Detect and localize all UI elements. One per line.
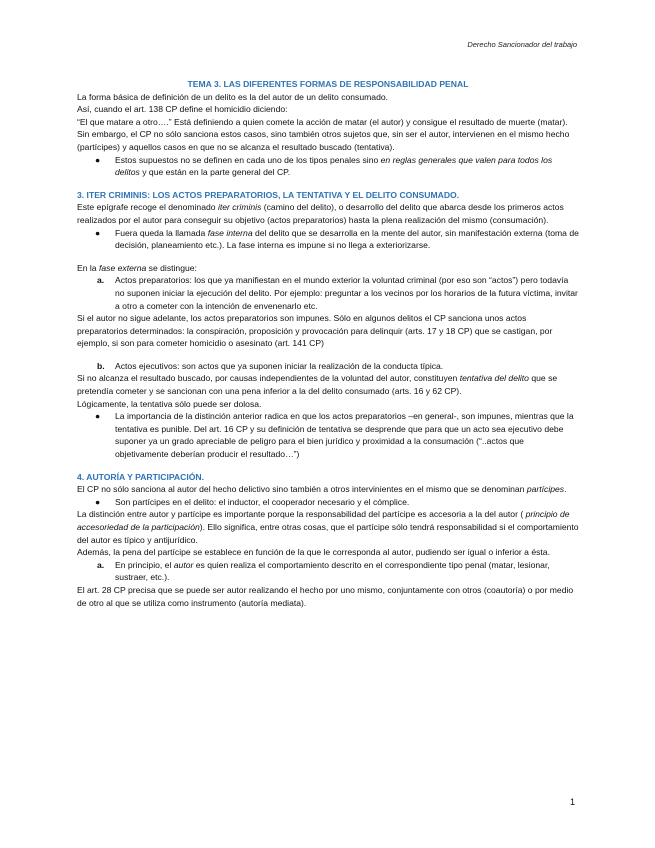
actos-ejecutivos-item [77, 360, 579, 373]
art-28-paragraph: El art. 28 CP precisa que se puede ser autor realizando el hecho por uno mismo, conjuntamente con otros (coautoría) o por medio de otro al que se utiliza como instrumento (autoría mediata). [77, 584, 574, 608]
tentativa-paragraph: Si no alcanza el resultado buscado, por causas independientes de la voluntad del autor, constituyen tentativa del delito que se pretendía cometer y se sancionan con una pena inferior a la del delito consumado (arts. 16 y 62 CP). [77, 373, 558, 397]
page-number: 1 [569, 797, 575, 807]
list-marker-a: a. [97, 559, 105, 570]
iter-criminis-term: iter criminis [217, 202, 262, 213]
running-header: Derecho Sancionador del trabajo [467, 40, 577, 49]
tentativa-term: tentativa del delito [459, 373, 529, 384]
fase-externa-term: fase externa [98, 262, 147, 273]
document-body [77, 78, 579, 609]
participes-term: partícipes [526, 484, 565, 495]
autor-item: a. En principio, el autor es quien realiza el comportamiento descrito en el correspondiente tipo penal (matar, lesionar, sustraer, etc.). [97, 559, 550, 583]
bullet-marker: ● [95, 411, 101, 422]
intro-bullet-text: Estos supuestos no se definen en cada uno de los tipos penales sino [115, 154, 381, 165]
section-4-paragraph: El CP no sólo sanciona al autor del hecho delictivo sino también a otros intervinientes en el mismo que se denominan partícipes. [77, 484, 567, 495]
bullet-marker: ● [95, 496, 101, 507]
intro-line-1: La forma básica de definición de un delito es la del autor de un delito consumado. [77, 91, 389, 102]
list-marker-a: a. [97, 275, 105, 286]
page-title: TEMA 3. LAS DIFERENTES FORMAS DE RESPONSABILIDAD PENAL [187, 79, 469, 89]
section-4-heading: 4. AUTORÍA Y PARTICIPACIÓN. [77, 471, 205, 482]
bullet-marker: ● [95, 227, 101, 238]
intro-paragraph: “El que matare a otro….” Está definiendo a quien comete la acción de matar (el autor) y consigue el resultado de muerte (matar). Sin embargo, el CP no sólo sanciona estos casos, sino también otros sujetos que, sin ser el autor, intervienen en el mismo hecho (partícipes) y aquellos casos en que no se alcanza el resultado buscado (tentativa). [77, 116, 570, 152]
actos-preparatorios-item [77, 274, 579, 312]
accesoriedad-paragraph: La distinción entre autor y partícipe es importante porque la responsabilidad del partícipe es accesoria a la del autor ( principio de accesoriedad de la participación). Ello significa, entre otras cosas, que el partícipe sólo tendrá responsabilidad si el comportamiento del autor es típico y antijurídico. [77, 509, 579, 545]
intro-bullet-emphasis: en reglas generales que valen para todos los delitos [115, 154, 553, 178]
distincion-text: La importancia de la distinción anterior radica en que los actos preparatorios –en general-, son impunes, mientras que la tentativa es punible. Del art. 16 CP y su definición de tentativa se desprende que para que un acto sea ejecutivo debe suponer ya un grado apreciable de peligro para el bien jurídico y proximidad a la consumación (“..actos que objetivamente deberían producir el resultado…”) [115, 411, 574, 460]
fase-interna-bullet: ● Fuera queda la llamada fase interna del delito que se desarrolla en la mente del autor, sin manifestación externa (toma de decisión, planeamiento etc.). La fase interna es impune si no llega a exteriorizarse. [95, 227, 579, 251]
fase-interna-term: fase interna [207, 227, 253, 238]
intro-line-2: Así, cuando el art. 138 CP define el homicidio diciendo: [77, 104, 288, 115]
autor-term: autor [173, 559, 194, 570]
actos-ejecutivos-text: Actos ejecutivos: son actos que ya suponen iniciar la realización de la conducta típica. [115, 360, 444, 371]
participes-bullet-text: Son partícipes en el delito: el inductor, el cooperador necesario y el cómplice. [115, 496, 410, 507]
bullet-marker: ● [95, 154, 101, 165]
tentativa-dolosa-line: Lógicamente, la tentativa sólo puede ser dolosa. [77, 398, 262, 409]
actos-preparatorios-follow: Si el autor no sigue adelante, los actos preparatorios son impunes. Sólo en algunos delitos el CP sanciona unos actos preparatorios determinados: la conspiración, proposición y provocación para delinquir (arts. 17 y 18 CP) que se castigan, por ejemplo, si son para cometer homicidio o asesinato (art. 141 CP) [77, 313, 553, 349]
section-3-heading: 3. ITER CRIMINIS: LOS ACTOS PREPARATORIOS, LA TENTATIVA Y EL DELITO CONSUMADO. [77, 189, 460, 200]
intro-bullet [77, 154, 579, 179]
list-marker-b: b. [97, 360, 105, 371]
section-3-paragraph: Este epígrafe recoge el denominado iter criminis (camino del delito), o desarrollo del delito que abarca desde los primeros actos realizados por el autor para conseguir su objetivo (actos preparatorios) hasta la plena realización del mismo (consumación). [77, 202, 564, 225]
participes-bullet [77, 496, 579, 509]
fase-externa-line: En la fase externa se distingue: [77, 262, 197, 273]
intro-bullet-tail: y que están en la parte general del CP. [139, 167, 291, 178]
distincion-bullet [77, 410, 579, 460]
pena-participe-paragraph: Además, la pena del partícipe se establece en función de la que le corresponda al autor, pudiendo ser igual o inferior a ésta. [77, 547, 550, 558]
accesoriedad-term: principio de accesoriedad de la participación [77, 509, 570, 532]
actos-preparatorios-text: Actos preparatorios: los que ya manifiestan en el mundo exterior la voluntad criminal (por eso son “actos”) pero todavía no suponen iniciar la ejecución del delito. Por ejemplo: preguntar a los vecinos por los horarios de la futura víctima, invitar a otro a cometer con la intención de envenenarlo etc. [115, 275, 578, 311]
